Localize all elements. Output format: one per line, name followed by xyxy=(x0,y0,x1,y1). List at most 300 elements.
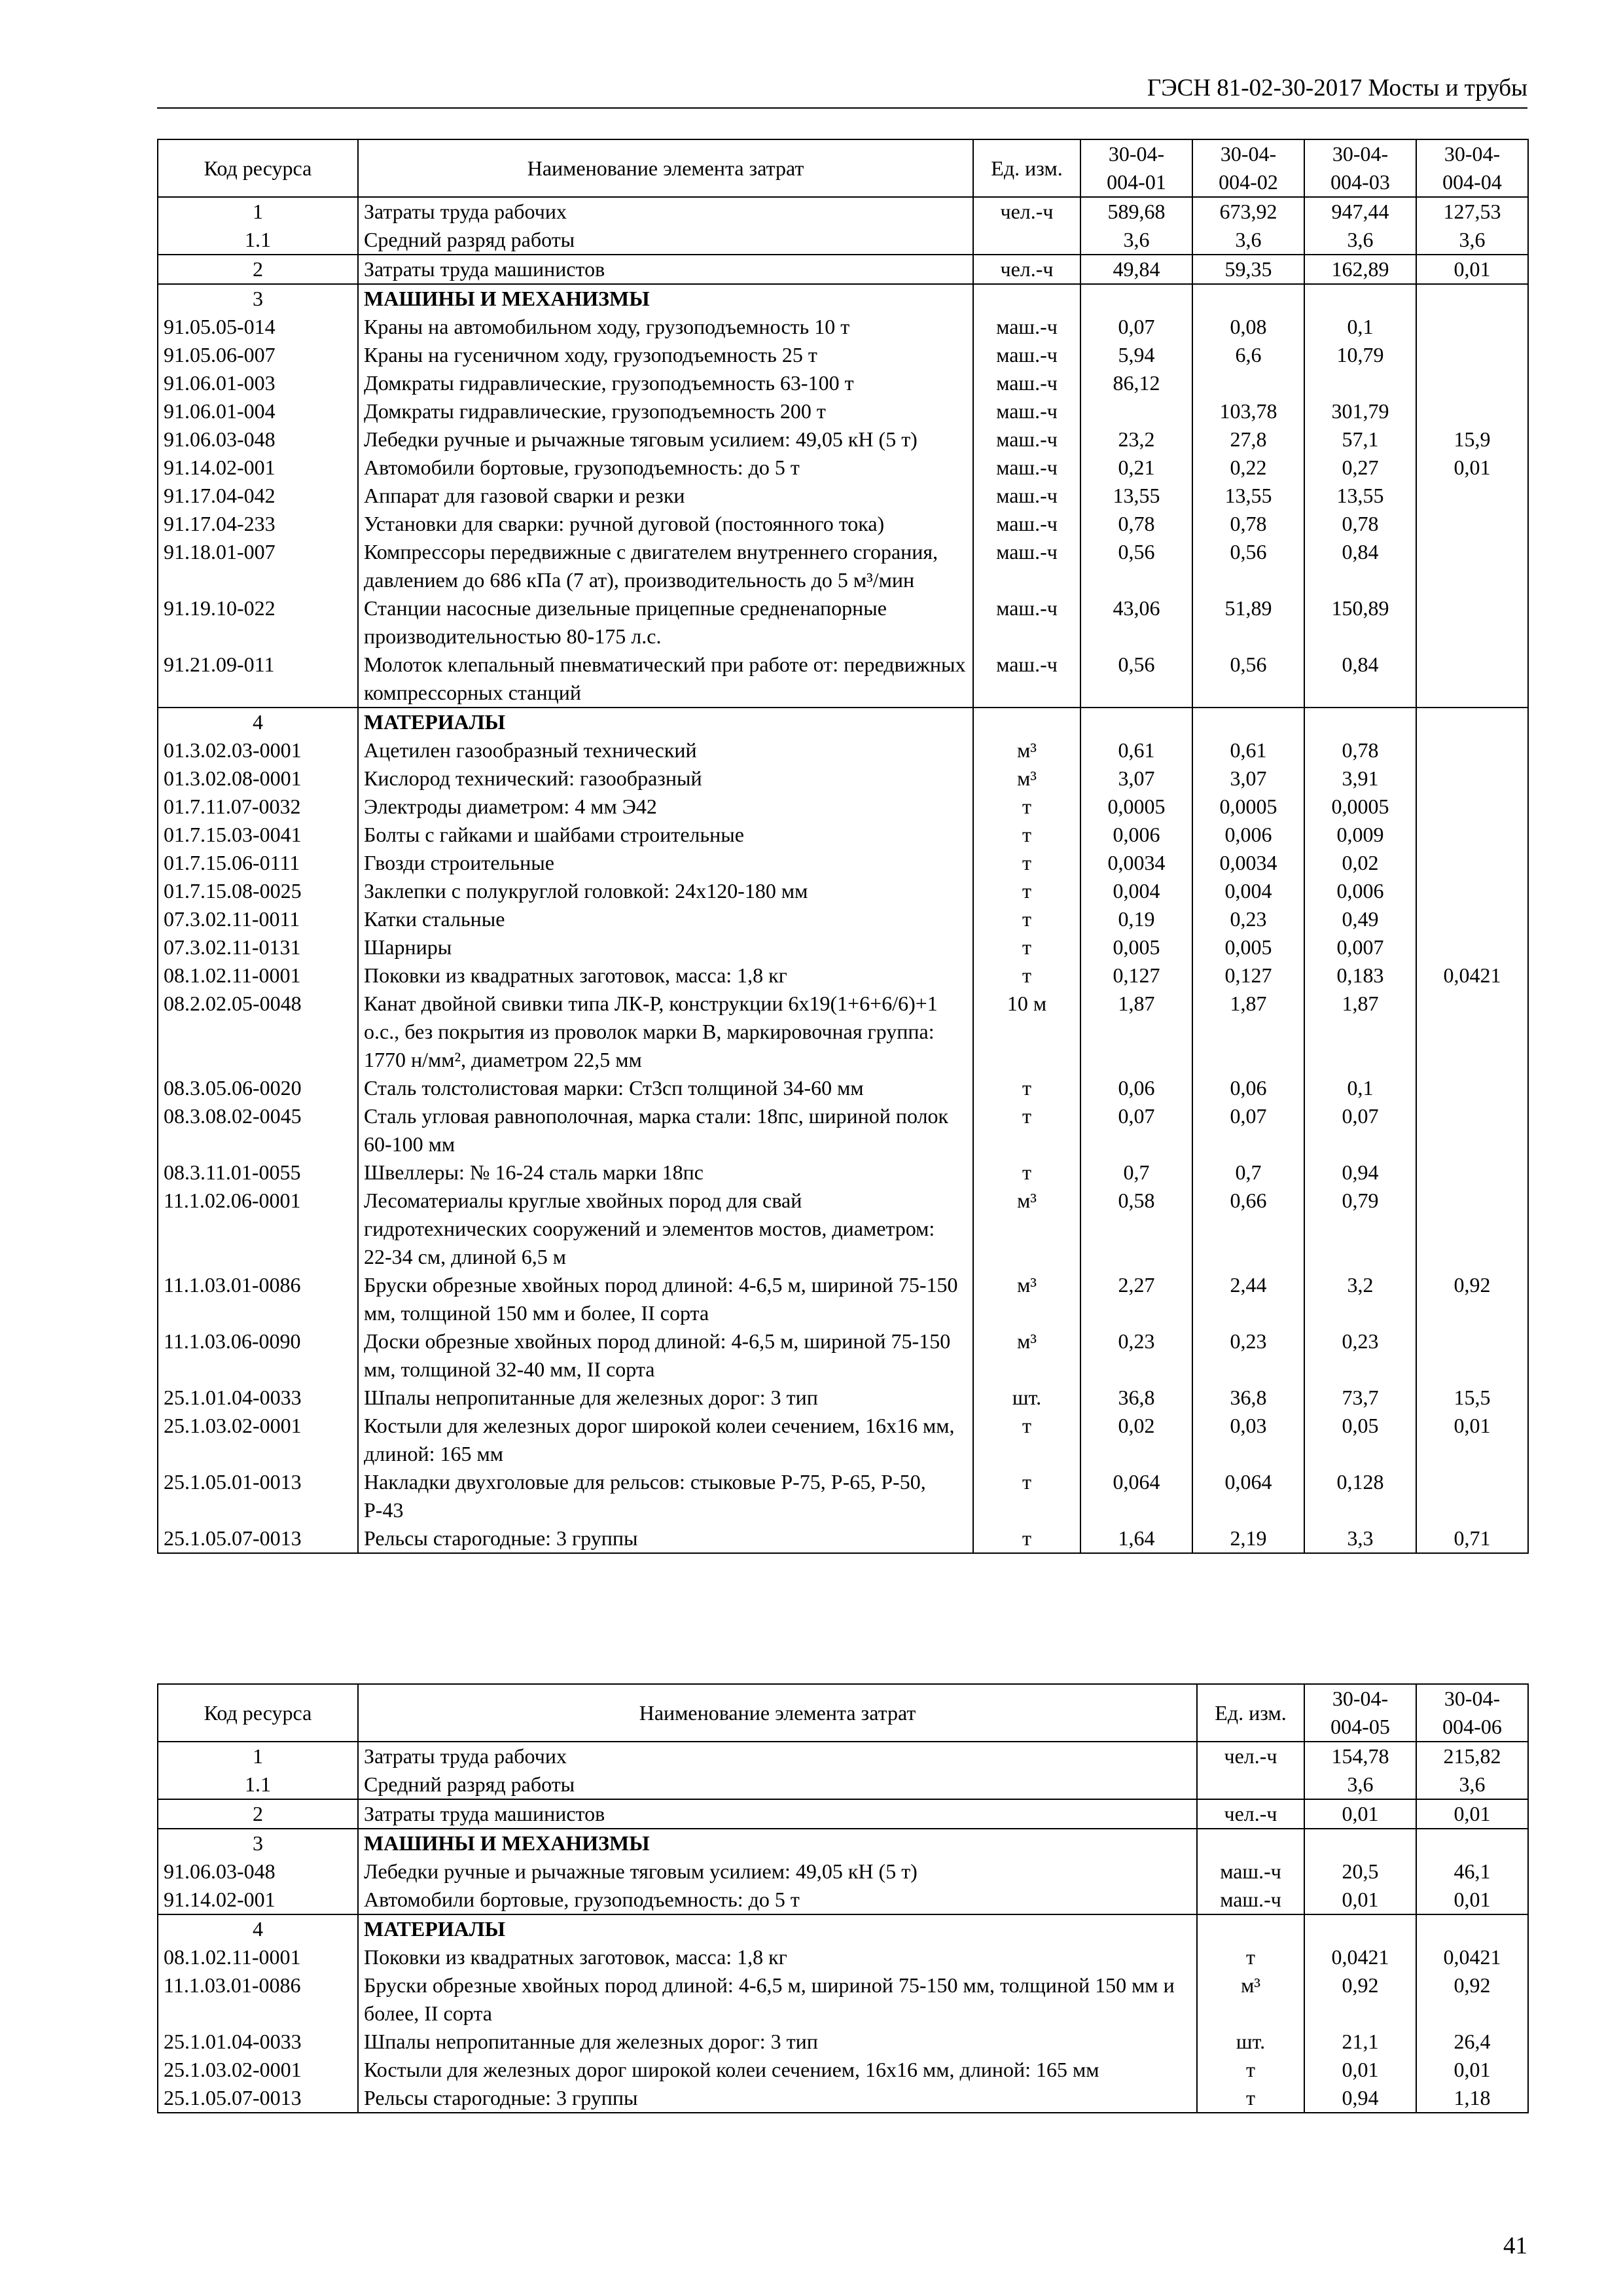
cost-value: 0,78 xyxy=(1192,510,1304,538)
unit-of-measure: маш.-ч xyxy=(973,454,1080,482)
table-row xyxy=(158,594,1528,651)
cost-value: 0,23 xyxy=(1304,1327,1416,1384)
cost-value: 27,8 xyxy=(1192,425,1304,454)
unit-of-measure: т xyxy=(973,1158,1080,1187)
unit-of-measure: т xyxy=(973,821,1080,849)
cost-value xyxy=(1416,821,1528,849)
cost-value: 0,71 xyxy=(1416,1524,1528,1553)
resource-code: 91.17.04-233 xyxy=(158,510,358,538)
resource-code: 25.1.05.07-0013 xyxy=(158,1524,358,1553)
resource-code: 91.06.01-004 xyxy=(158,397,358,425)
table-header-row xyxy=(158,139,1528,197)
cost-value: 73,7 xyxy=(1304,1384,1416,1412)
resource-code: 11.1.03.06-0090 xyxy=(158,1327,358,1384)
cost-element-name: Поковки из квадратных заготовок, масса: 1,8 кг xyxy=(358,1943,1197,1971)
cost-value: 10,79 xyxy=(1304,341,1416,369)
cost-value: 5,94 xyxy=(1080,341,1192,369)
cost-element-name: МАШИНЫ И МЕХАНИЗМЫ xyxy=(358,284,973,313)
cost-element-name: Костыли для железных дорог широкой колеи сечением, 16х16 мм, длиной: 165 мм xyxy=(358,1412,973,1468)
resource-code: 4 xyxy=(158,708,358,736)
cost-value: 0,79 xyxy=(1304,1187,1416,1271)
cost-value: 0,84 xyxy=(1304,538,1416,594)
cost-value: 13,55 xyxy=(1304,482,1416,510)
table-row xyxy=(158,482,1528,510)
cost-value: 3,6 xyxy=(1416,1770,1528,1799)
cost-value: 0,7 xyxy=(1192,1158,1304,1187)
cost-value: 23,2 xyxy=(1080,425,1192,454)
unit-of-measure: маш.-ч xyxy=(973,397,1080,425)
cost-value: 150,89 xyxy=(1304,594,1416,651)
table-row xyxy=(158,1187,1528,1271)
header-cost-element-name: Наименование элемента затрат xyxy=(358,139,973,197)
cost-element-name: Доски обрезные хвойных пород длиной: 4-6,5 м, шириной 75-150 мм, толщиной 32-40 мм, II сорта xyxy=(358,1327,973,1384)
unit-of-measure: маш.-ч xyxy=(973,369,1080,397)
cost-element-name: Домкраты гидравлические, грузоподъемность 63-100 т xyxy=(358,369,973,397)
cost-value: 1,87 xyxy=(1192,990,1304,1074)
cost-value: 0,007 xyxy=(1304,933,1416,961)
table-row xyxy=(158,2084,1528,2113)
cost-element-name: Автомобили бортовые, грузоподъемность: до 5 т xyxy=(358,1886,1197,1914)
resource-code: 91.06.03-048 xyxy=(158,1857,358,1886)
cost-element-name: Поковки из квадратных заготовок, масса: 1,8 кг xyxy=(358,961,973,990)
resource-code: 11.1.03.01-0086 xyxy=(158,1271,358,1327)
unit-of-measure: т xyxy=(973,1074,1080,1102)
unit-of-measure xyxy=(973,284,1080,313)
unit-of-measure: т xyxy=(973,933,1080,961)
cost-value xyxy=(1192,284,1304,313)
cost-value xyxy=(1416,1158,1528,1187)
cost-value xyxy=(1416,510,1528,538)
unit-of-measure: м³ xyxy=(973,1327,1080,1384)
resource-table-2 xyxy=(157,1683,1529,2113)
table-row xyxy=(158,1943,1528,1971)
cost-value xyxy=(1416,482,1528,510)
cost-value: 0,58 xyxy=(1080,1187,1192,1271)
unit-of-measure: м³ xyxy=(973,736,1080,764)
unit-of-measure: маш.-ч xyxy=(1197,1886,1304,1914)
cost-value: 1,64 xyxy=(1080,1524,1192,1553)
resource-code: 91.18.01-007 xyxy=(158,538,358,594)
header-col-30-04-004-06: 30-04- 004-06 xyxy=(1416,1684,1528,1742)
resource-code: 11.1.03.01-0086 xyxy=(158,1971,358,2028)
unit-of-measure: маш.-ч xyxy=(973,425,1080,454)
cost-value: 0,127 xyxy=(1192,961,1304,990)
cost-value: 0,064 xyxy=(1080,1468,1192,1524)
cost-element-name: Краны на автомобильном ходу, грузоподъемность 10 т xyxy=(358,313,973,341)
table-row xyxy=(158,1102,1528,1158)
cost-value xyxy=(1416,651,1528,708)
cost-element-name: Установки для сварки: ручной дуговой (постоянного тока) xyxy=(358,510,973,538)
table-row xyxy=(158,1074,1528,1102)
resource-code: 08.3.08.02-0045 xyxy=(158,1102,358,1158)
table-row xyxy=(158,1799,1528,1829)
cost-value xyxy=(1304,1829,1416,1857)
unit-of-measure xyxy=(1197,1914,1304,1943)
cost-value: 0,127 xyxy=(1080,961,1192,990)
cost-element-name: Ацетилен газообразный технический xyxy=(358,736,973,764)
cost-value: 0,56 xyxy=(1080,651,1192,708)
cost-value: 46,1 xyxy=(1416,1857,1528,1886)
cost-value xyxy=(1416,538,1528,594)
cost-value: 0,05 xyxy=(1304,1412,1416,1468)
cost-value: 103,78 xyxy=(1192,397,1304,425)
cost-value: 59,35 xyxy=(1192,255,1304,284)
cost-value: 0,7 xyxy=(1080,1158,1192,1187)
cost-value: 0,07 xyxy=(1080,313,1192,341)
table-row xyxy=(158,1857,1528,1886)
resource-code: 91.05.05-014 xyxy=(158,313,358,341)
cost-value: 3,6 xyxy=(1304,1770,1416,1799)
header-cost-element-name: Наименование элемента затрат xyxy=(358,1684,1197,1742)
cost-value: 3,07 xyxy=(1080,764,1192,793)
cost-element-name: Швеллеры: № 16-24 сталь марки 18пс xyxy=(358,1158,973,1187)
cost-value: 26,4 xyxy=(1416,2028,1528,2056)
cost-value: 1,87 xyxy=(1304,990,1416,1074)
table-row xyxy=(158,2028,1528,2056)
cost-element-name: Костыли для железных дорог широкой колеи сечением, 16х16 мм, длиной: 165 мм xyxy=(358,2056,1197,2084)
cost-value: 0,94 xyxy=(1304,1158,1416,1187)
table-row xyxy=(158,369,1528,397)
cost-value: 0,183 xyxy=(1304,961,1416,990)
cost-element-name: МАТЕРИАЛЫ xyxy=(358,1914,1197,1943)
cost-value xyxy=(1416,990,1528,1074)
cost-value: 0,92 xyxy=(1304,1971,1416,2028)
cost-value: 0,009 xyxy=(1304,821,1416,849)
cost-element-name: Молоток клепальный пневматический при работе от: передвижных компрессорных станций xyxy=(358,651,973,708)
cost-value: 215,82 xyxy=(1416,1742,1528,1770)
cost-value: 0,07 xyxy=(1080,1102,1192,1158)
cost-value xyxy=(1416,1914,1528,1943)
cost-value xyxy=(1416,793,1528,821)
cost-value: 13,55 xyxy=(1080,482,1192,510)
cost-value: 36,8 xyxy=(1080,1384,1192,1412)
cost-element-name: Болты с гайками и шайбами строительные xyxy=(358,821,973,849)
header-col-30-04-004-05: 30-04- 004-05 xyxy=(1304,1684,1416,1742)
cost-element-name: МАТЕРИАЛЫ xyxy=(358,708,973,736)
cost-value: 6,6 xyxy=(1192,341,1304,369)
cost-value: 0,06 xyxy=(1080,1074,1192,1102)
cost-element-name: Средний разряд работы xyxy=(358,1770,1197,1799)
cost-value: 0,23 xyxy=(1192,905,1304,933)
cost-value xyxy=(1416,1829,1528,1857)
cost-value: 0,0421 xyxy=(1304,1943,1416,1971)
cost-value: 0,07 xyxy=(1304,1102,1416,1158)
table-row xyxy=(158,736,1528,764)
table-row xyxy=(158,425,1528,454)
unit-of-measure xyxy=(973,226,1080,255)
table-row xyxy=(158,1158,1528,1187)
cost-value: 3,6 xyxy=(1192,226,1304,255)
resource-code: 08.1.02.11-0001 xyxy=(158,1943,358,1971)
resource-code: 01.7.15.06-0111 xyxy=(158,849,358,877)
resource-code: 91.17.04-042 xyxy=(158,482,358,510)
cost-value xyxy=(1416,1327,1528,1384)
cost-value: 0,23 xyxy=(1080,1327,1192,1384)
cost-value: 3,2 xyxy=(1304,1271,1416,1327)
cost-value: 0,94 xyxy=(1304,2084,1416,2113)
resource-code: 91.14.02-001 xyxy=(158,1886,358,1914)
table-row xyxy=(158,793,1528,821)
cost-value xyxy=(1416,1468,1528,1524)
resource-table-1 xyxy=(157,139,1529,1554)
cost-element-name: Сталь толстолистовая марки: Ст3сп толщиной 34-60 мм xyxy=(358,1074,973,1102)
cost-value xyxy=(1304,284,1416,313)
unit-of-measure: шт. xyxy=(973,1384,1080,1412)
resource-code: 08.2.02.05-0048 xyxy=(158,990,358,1074)
cost-element-name: Затраты труда машинистов xyxy=(358,255,973,284)
cost-value: 3,07 xyxy=(1192,764,1304,793)
cost-value: 0,92 xyxy=(1416,1271,1528,1327)
cost-value: 0,01 xyxy=(1304,1799,1416,1829)
cost-value: 57,1 xyxy=(1304,425,1416,454)
cost-element-name: Электроды диаметром: 4 мм Э42 xyxy=(358,793,973,821)
unit-of-measure: чел.-ч xyxy=(1197,1742,1304,1770)
cost-value: 0,0005 xyxy=(1080,793,1192,821)
cost-value: 0,0034 xyxy=(1192,849,1304,877)
cost-value: 0,005 xyxy=(1080,933,1192,961)
table-row xyxy=(158,708,1528,736)
cost-value: 0,06 xyxy=(1192,1074,1304,1102)
cost-value: 0,08 xyxy=(1192,313,1304,341)
cost-value: 0,84 xyxy=(1304,651,1416,708)
table-row xyxy=(158,1886,1528,1914)
cost-element-name: Аппарат для газовой сварки и резки xyxy=(358,482,973,510)
cost-value: 0,01 xyxy=(1416,255,1528,284)
cost-value: 0,1 xyxy=(1304,313,1416,341)
cost-value xyxy=(1416,764,1528,793)
document-title: ГЭСН 81-02-30-2017 Мосты и трубы xyxy=(1147,75,1527,101)
cost-value: 51,89 xyxy=(1192,594,1304,651)
resource-code: 01.3.02.03-0001 xyxy=(158,736,358,764)
unit-of-measure: маш.-ч xyxy=(973,510,1080,538)
cost-element-name: Заклепки с полукруглой головкой: 24х120-180 мм xyxy=(358,877,973,905)
unit-of-measure: т xyxy=(973,793,1080,821)
cost-value xyxy=(1416,341,1528,369)
resource-code: 91.06.03-048 xyxy=(158,425,358,454)
unit-of-measure xyxy=(1197,1770,1304,1799)
cost-element-name: Автомобили бортовые, грузоподъемность: до 5 т xyxy=(358,454,973,482)
cost-value: 154,78 xyxy=(1304,1742,1416,1770)
cost-value xyxy=(1416,369,1528,397)
table-row xyxy=(158,1914,1528,1943)
cost-value: 0,78 xyxy=(1304,510,1416,538)
resource-code: 4 xyxy=(158,1914,358,1943)
cost-element-name: Затраты труда машинистов xyxy=(358,1799,1197,1829)
cost-value: 0,56 xyxy=(1080,538,1192,594)
cost-value: 2,44 xyxy=(1192,1271,1304,1327)
resource-code: 91.14.02-001 xyxy=(158,454,358,482)
cost-value xyxy=(1416,905,1528,933)
table-row xyxy=(158,1271,1528,1327)
cost-element-name: Канат двойной свивки типа ЛК-Р, конструкции 6х19(1+6+6/6)+1 о.с., без покрытия из проволок марки В, маркировочная группа: 1770 н/мм², диаметром 22,5 мм xyxy=(358,990,973,1074)
header-col-30-04-004-03: 30-04- 004-03 xyxy=(1304,139,1416,197)
cost-value xyxy=(1080,397,1192,425)
cost-value: 0,92 xyxy=(1416,1971,1528,2028)
cost-element-name: Средний разряд работы xyxy=(358,226,973,255)
unit-of-measure: маш.-ч xyxy=(1197,1857,1304,1886)
header-resource-code: Код ресурса xyxy=(158,1684,358,1742)
cost-value: 15,9 xyxy=(1416,425,1528,454)
cost-element-name: Шарниры xyxy=(358,933,973,961)
resource-code: 25.1.01.04-0033 xyxy=(158,1384,358,1412)
cost-element-name: Шпалы непропитанные для железных дорог: 3 тип xyxy=(358,1384,973,1412)
unit-of-measure: т xyxy=(1197,2084,1304,2113)
cost-value: 0,0421 xyxy=(1416,1943,1528,1971)
cost-value: 0,19 xyxy=(1080,905,1192,933)
cost-value: 49,84 xyxy=(1080,255,1192,284)
cost-element-name: Шпалы непропитанные для железных дорог: 3 тип xyxy=(358,2028,1197,2056)
table-row xyxy=(158,1829,1528,1857)
cost-value: 0,02 xyxy=(1080,1412,1192,1468)
cost-value: 43,06 xyxy=(1080,594,1192,651)
table-row xyxy=(158,538,1528,594)
cost-value: 21,1 xyxy=(1304,2028,1416,2056)
cost-value: 0,49 xyxy=(1304,905,1416,933)
unit-of-measure: 10 м xyxy=(973,990,1080,1074)
table-row xyxy=(158,510,1528,538)
resource-code: 25.1.03.02-0001 xyxy=(158,2056,358,2084)
cost-value xyxy=(1304,708,1416,736)
cost-value: 0,01 xyxy=(1416,1799,1528,1829)
resource-code: 25.1.01.04-0033 xyxy=(158,2028,358,2056)
cost-element-name: Компрессоры передвижные с двигателем внутреннего сгорания, давлением до 686 кПа (7 ат), производительность до 5 м³/мин xyxy=(358,538,973,594)
unit-of-measure: маш.-ч xyxy=(973,313,1080,341)
table-row xyxy=(158,821,1528,849)
page-number: 41 xyxy=(1503,2233,1527,2259)
cost-value: 13,55 xyxy=(1192,482,1304,510)
cost-value xyxy=(1416,1074,1528,1102)
resource-code: 11.1.02.06-0001 xyxy=(158,1187,358,1271)
resource-code: 1 xyxy=(158,197,358,226)
table-row xyxy=(158,454,1528,482)
cost-element-name: Бруски обрезные хвойных пород длиной: 4-6,5 м, шириной 75-150 мм, толщиной 150 мм и более, II сорта xyxy=(358,1971,1197,2028)
table-row xyxy=(158,313,1528,341)
unit-of-measure: шт. xyxy=(1197,2028,1304,2056)
resource-code: 07.3.02.11-0131 xyxy=(158,933,358,961)
cost-value xyxy=(1416,1102,1528,1158)
unit-of-measure: м³ xyxy=(973,1271,1080,1327)
unit-of-measure: т xyxy=(973,1468,1080,1524)
unit-of-measure: м³ xyxy=(1197,1971,1304,2028)
unit-of-measure: маш.-ч xyxy=(973,594,1080,651)
unit-of-measure: маш.-ч xyxy=(973,538,1080,594)
table-row xyxy=(158,2056,1528,2084)
cost-value: 589,68 xyxy=(1080,197,1192,226)
cost-value xyxy=(1304,369,1416,397)
cost-value: 0,56 xyxy=(1192,651,1304,708)
resource-code: 01.7.11.07-0032 xyxy=(158,793,358,821)
unit-of-measure: т xyxy=(973,877,1080,905)
cost-value: 0,01 xyxy=(1416,454,1528,482)
cost-value: 0,03 xyxy=(1192,1412,1304,1468)
cost-value: 0,01 xyxy=(1304,2056,1416,2084)
cost-value: 2,27 xyxy=(1080,1271,1192,1327)
header-unit: Ед. изм. xyxy=(973,139,1080,197)
cost-value: 673,92 xyxy=(1192,197,1304,226)
cost-value: 0,0034 xyxy=(1080,849,1192,877)
cost-value: 162,89 xyxy=(1304,255,1416,284)
cost-value: 301,79 xyxy=(1304,397,1416,425)
table-row xyxy=(158,905,1528,933)
cost-value: 0,61 xyxy=(1192,736,1304,764)
cost-value: 0,01 xyxy=(1416,1412,1528,1468)
cost-element-name: Накладки двухголовые для рельсов: стыковые Р-75, Р-65, Р-50, Р-43 xyxy=(358,1468,973,1524)
resource-code: 2 xyxy=(158,1799,358,1829)
table-row xyxy=(158,961,1528,990)
unit-of-measure: т xyxy=(1197,2056,1304,2084)
resource-code: 3 xyxy=(158,284,358,313)
resource-code: 01.3.02.08-0001 xyxy=(158,764,358,793)
table-row xyxy=(158,1524,1528,1553)
table-row xyxy=(158,877,1528,905)
header-col-30-04-004-01: 30-04- 004-01 xyxy=(1080,139,1192,197)
cost-element-name: Станции насосные дизельные прицепные средненапорные производительностью 80-175 л.с. xyxy=(358,594,973,651)
cost-value: 1,18 xyxy=(1416,2084,1528,2113)
unit-of-measure xyxy=(1197,1829,1304,1857)
unit-of-measure: чел.-ч xyxy=(1197,1799,1304,1829)
unit-of-measure: т xyxy=(973,849,1080,877)
cost-value: 3,6 xyxy=(1080,226,1192,255)
cost-value: 0,01 xyxy=(1416,1886,1528,1914)
cost-element-name: Рельсы старогодные: 3 группы xyxy=(358,1524,973,1553)
unit-of-measure: чел.-ч xyxy=(973,197,1080,226)
table-row xyxy=(158,1412,1528,1468)
cost-value: 0,22 xyxy=(1192,454,1304,482)
cost-element-name: Катки стальные xyxy=(358,905,973,933)
cost-value xyxy=(1192,369,1304,397)
cost-value xyxy=(1080,708,1192,736)
resource-code: 01.7.15.08-0025 xyxy=(158,877,358,905)
table-header-row xyxy=(158,1684,1528,1742)
cost-value xyxy=(1304,1914,1416,1943)
resource-code: 1.1 xyxy=(158,1770,358,1799)
cost-value: 0,004 xyxy=(1192,877,1304,905)
resource-code: 1.1 xyxy=(158,226,358,255)
cost-value: 0,01 xyxy=(1416,2056,1528,2084)
unit-of-measure: т xyxy=(973,1102,1080,1158)
unit-of-measure: т xyxy=(973,1524,1080,1553)
cost-element-name: Лебедки ручные и рычажные тяговым усилием: 49,05 кН (5 т) xyxy=(358,1857,1197,1886)
cost-value: 86,12 xyxy=(1080,369,1192,397)
cost-value: 0,064 xyxy=(1192,1468,1304,1524)
unit-of-measure: т xyxy=(973,961,1080,990)
unit-of-measure: маш.-ч xyxy=(973,341,1080,369)
unit-of-measure: т xyxy=(1197,1943,1304,1971)
resource-code: 08.3.11.01-0055 xyxy=(158,1158,358,1187)
cost-element-name: Затраты труда рабочих xyxy=(358,197,973,226)
cost-value xyxy=(1416,736,1528,764)
table-row xyxy=(158,1327,1528,1384)
header-unit: Ед. изм. xyxy=(1197,1684,1304,1742)
unit-of-measure: чел.-ч xyxy=(973,255,1080,284)
cost-value: 0,006 xyxy=(1304,877,1416,905)
table-row xyxy=(158,1742,1528,1770)
table-row xyxy=(158,397,1528,425)
resource-code: 91.05.06-007 xyxy=(158,341,358,369)
cost-value: 0,006 xyxy=(1192,821,1304,849)
cost-value: 3,6 xyxy=(1304,226,1416,255)
cost-value: 0,78 xyxy=(1304,736,1416,764)
table-row xyxy=(158,226,1528,255)
cost-value: 0,66 xyxy=(1192,1187,1304,1271)
resource-code: 91.21.09-011 xyxy=(158,651,358,708)
cost-value xyxy=(1416,313,1528,341)
cost-element-name: МАШИНЫ И МЕХАНИЗМЫ xyxy=(358,1829,1197,1857)
cost-value xyxy=(1192,708,1304,736)
cost-element-name: Лесоматериалы круглые хвойных пород для свай гидротехнических сооружений и элементов мостов, диаметром: 22-34 см, длиной 6,5 м xyxy=(358,1187,973,1271)
cost-element-name: Кислород технический: газообразный xyxy=(358,764,973,793)
resource-code: 91.06.01-003 xyxy=(158,369,358,397)
